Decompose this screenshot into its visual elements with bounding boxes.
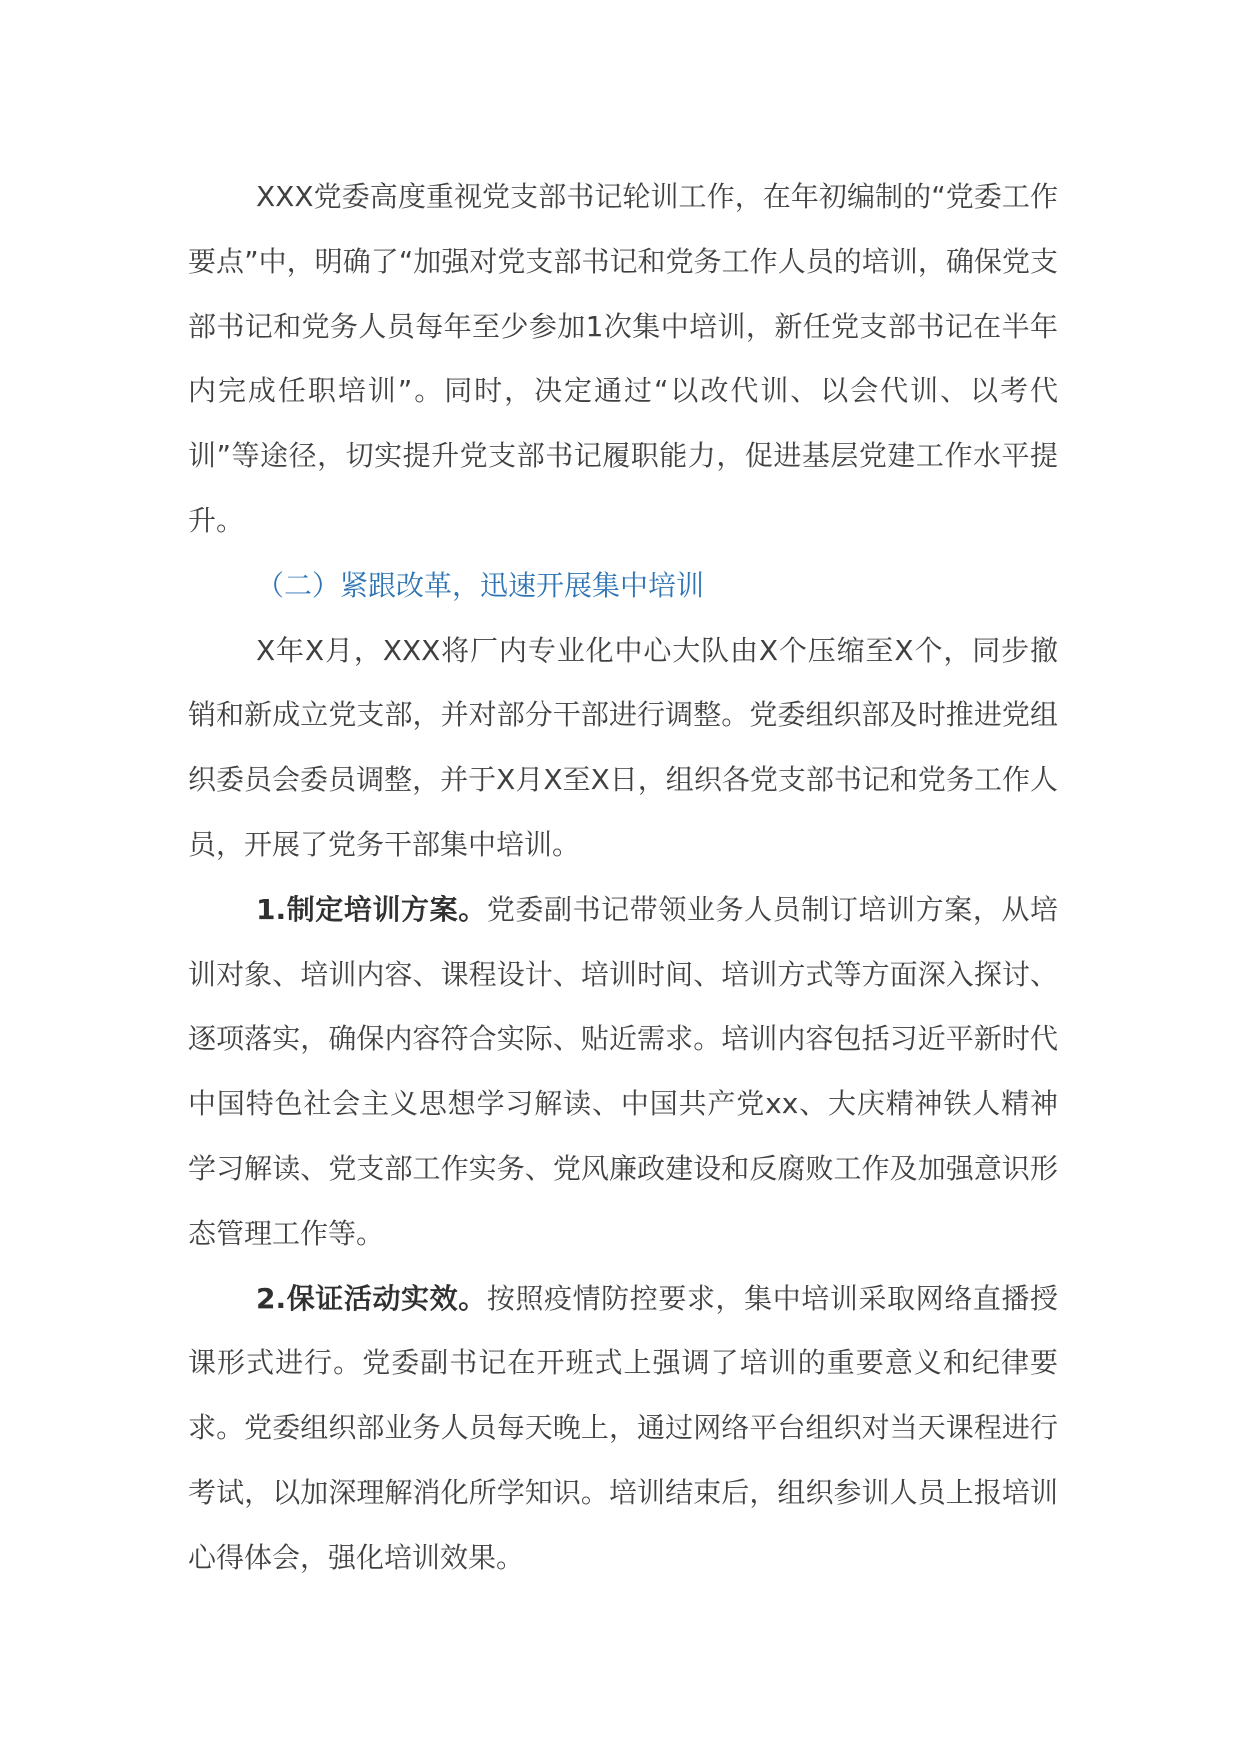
paragraph-reform: X年X月，XXX将厂内专业化中心大队由X个压缩至X个，同步撤销和新成立党支部，并对部分干部进行调整。党委组织部及时推进党组织委员会委员调整，并于X月X至X日，组织各党支部书记和党务工作人员，开展了党务干部集中培训。	[188, 633, 1058, 861]
paragraph-item-1	[188, 878, 1058, 1267]
item-2-title: 2.保证活动实效。	[256, 1281, 487, 1315]
item-1-title: 1.制定培训方案。	[256, 892, 487, 926]
section-heading-2: （二）紧跟改革，迅速开展集中培训	[256, 568, 705, 602]
item-1-text: 党委副书记带领业务人员制订培训方案，从培训对象、培训内容、课程设计、培训时间、培训方式等方面深入探讨、逐项落实，确保内容符合实际、贴近需求。培训内容包括习近平新时代中国特色社会主义思想学习解读、中国共产党xx、大庆精神铁人精神学习解读、党支部工作实务、党风廉政建设和反腐败工作及加强意识形态管理工作等。	[188, 892, 1058, 1250]
paragraph-item-2	[188, 1267, 1058, 1591]
item-2-text: 按照疫情防控要求，集中培训采取网络直播授课形式进行。党委副书记在开班式上强调了培训的重要意义和纪律要求。党委组织部业务人员每天晚上，通过网络平台组织对当天课程进行考试，以加深理解消化所学知识。培训结束后，组织参训人员上报培训心得体会，强化培训效果。	[188, 1281, 1058, 1574]
document-page	[188, 165, 1058, 1591]
paragraph-training-emphasis: XXX党委高度重视党支部书记轮训工作，在年初编制的“党委工作要点”中，明确了“加强对党支部书记和党务工作人员的培训，确保党支部书记和党务人员每年至少参加1次集中培训，新任党支部书记在半年内完成任职培训”。同时，决定通过“以改代训、以会代训、以考代训”等途径，切实提升党支部书记履职能力，促进基层党建工作水平提升。	[188, 180, 1058, 537]
